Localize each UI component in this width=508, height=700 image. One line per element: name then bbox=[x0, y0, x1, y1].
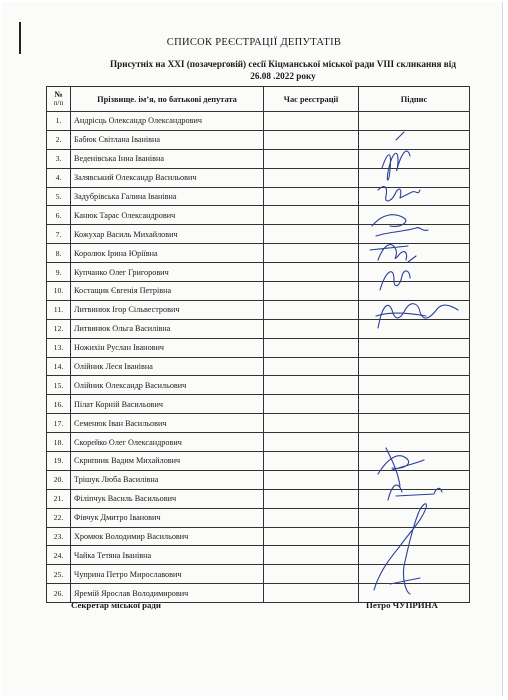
deputy-name: Фівчук Дмитро Іванович bbox=[71, 508, 264, 527]
signature-cell bbox=[359, 168, 470, 187]
row-number: 1. bbox=[47, 112, 71, 131]
row-number: 18. bbox=[47, 433, 71, 452]
signature-cell bbox=[359, 452, 470, 471]
registration-time-cell bbox=[264, 470, 359, 489]
deputy-name: Семенюк Іван Васильович bbox=[71, 414, 264, 433]
row-number: 9. bbox=[47, 263, 71, 282]
row-number: 21. bbox=[47, 489, 71, 508]
table-row bbox=[47, 187, 470, 206]
registration-time-cell bbox=[264, 546, 359, 565]
deputy-name: Костащик Євгенія Петрівна bbox=[71, 282, 264, 301]
table-row bbox=[47, 112, 470, 131]
subtitle-line-1: Присутніх на XXI (позачерговій) сесії Кіцманської міської ради VIII скликання від bbox=[110, 59, 456, 69]
deputy-name: Чайка Тетяна Іванівна bbox=[71, 546, 264, 565]
row-number: 14. bbox=[47, 357, 71, 376]
table-row bbox=[47, 300, 470, 319]
table-row bbox=[47, 489, 470, 508]
deputy-name: Королюк Ірина Юріївна bbox=[71, 244, 264, 263]
registration-time-cell bbox=[264, 112, 359, 131]
deputy-name: Канюк Тарас Олександрович bbox=[71, 206, 264, 225]
deputy-name: Яремій Ярослав Володимирович bbox=[71, 584, 264, 603]
row-number: 7. bbox=[47, 225, 71, 244]
table-row bbox=[47, 263, 470, 282]
table-row bbox=[47, 168, 470, 187]
table-row bbox=[47, 508, 470, 527]
deputy-name: Олійник Леся Іванівна bbox=[71, 357, 264, 376]
column-header-time: Час реєстрації bbox=[264, 87, 359, 112]
registration-time-cell bbox=[264, 263, 359, 282]
deputy-name: Олійник Олександр Васильович bbox=[71, 376, 264, 395]
row-number: 6. bbox=[47, 206, 71, 225]
secretary-name: Петро ЧУПРИНА bbox=[366, 600, 438, 610]
registration-time-cell bbox=[264, 452, 359, 471]
row-number: 16. bbox=[47, 395, 71, 414]
registration-table bbox=[46, 86, 470, 603]
deputy-name: Литвинюк Ольга Василівна bbox=[71, 319, 264, 338]
registration-time-cell bbox=[264, 282, 359, 301]
table-row bbox=[47, 338, 470, 357]
registration-time-cell bbox=[264, 338, 359, 357]
registration-time-cell bbox=[264, 395, 359, 414]
secretary-title: Секретар міської ради bbox=[71, 600, 161, 610]
deputy-name: Андрісць Олександр Олександрович bbox=[71, 112, 264, 131]
signature-cell bbox=[359, 225, 470, 244]
column-header-number-abbr: п/п bbox=[53, 99, 64, 107]
row-number: 25. bbox=[47, 565, 71, 584]
table-row bbox=[47, 376, 470, 395]
signature-cell bbox=[359, 489, 470, 508]
deputy-name: Бабюк Світлана Іванівна bbox=[71, 130, 264, 149]
signature-cell bbox=[359, 433, 470, 452]
signature-cell bbox=[359, 244, 470, 263]
registration-time-cell bbox=[264, 489, 359, 508]
signature-cell bbox=[359, 130, 470, 149]
table-row bbox=[47, 565, 470, 584]
table-row bbox=[47, 470, 470, 489]
registration-time-cell bbox=[264, 319, 359, 338]
row-number: 19. bbox=[47, 452, 71, 471]
signature-cell bbox=[359, 112, 470, 131]
signature-cell bbox=[359, 565, 470, 584]
table-body bbox=[47, 112, 470, 603]
row-number: 3. bbox=[47, 149, 71, 168]
table-row bbox=[47, 452, 470, 471]
signature-cell bbox=[359, 206, 470, 225]
table-row bbox=[47, 546, 470, 565]
registration-time-cell bbox=[264, 225, 359, 244]
registration-time-cell bbox=[264, 168, 359, 187]
row-number: 24. bbox=[47, 546, 71, 565]
column-header-signature: Підпис bbox=[359, 87, 470, 112]
registration-time-cell bbox=[264, 584, 359, 603]
deputy-name: Залявський Олександр Васильович bbox=[71, 168, 264, 187]
column-header-name: Прізвище. ім’я, по батькові депутата bbox=[71, 87, 264, 112]
row-number: 20. bbox=[47, 470, 71, 489]
table-row bbox=[47, 357, 470, 376]
registration-time-cell bbox=[264, 376, 359, 395]
deputy-name: Кожухар Василь Михайлович bbox=[71, 225, 264, 244]
table-row bbox=[47, 244, 470, 263]
deputy-name: Чуприна Петро Мирославович bbox=[71, 565, 264, 584]
row-number: 26. bbox=[47, 584, 71, 603]
signature-cell bbox=[359, 527, 470, 546]
signature-cell bbox=[359, 187, 470, 206]
deputy-name: Веденівська Інна Іванівна bbox=[71, 149, 264, 168]
registration-time-cell bbox=[264, 130, 359, 149]
table-row bbox=[47, 130, 470, 149]
signature-cell bbox=[359, 508, 470, 527]
row-number: 17. bbox=[47, 414, 71, 433]
deputy-name: Трішук Люба Василівна bbox=[71, 470, 264, 489]
table-row bbox=[47, 206, 470, 225]
registration-time-cell bbox=[264, 414, 359, 433]
signature-cell bbox=[359, 470, 470, 489]
row-number: 11. bbox=[47, 300, 71, 319]
row-number: 13. bbox=[47, 338, 71, 357]
signature-cell bbox=[359, 376, 470, 395]
signature-cell bbox=[359, 357, 470, 376]
signature-cell bbox=[359, 414, 470, 433]
deputy-name: Скрипник Вадим Михайлович bbox=[71, 452, 264, 471]
table-header-row bbox=[47, 87, 470, 112]
row-number: 15. bbox=[47, 376, 71, 395]
registration-time-cell bbox=[264, 357, 359, 376]
registration-time-cell bbox=[264, 300, 359, 319]
subtitle-line-2: 26.08 .2022 року bbox=[250, 71, 316, 81]
table-row bbox=[47, 225, 470, 244]
row-number: 22. bbox=[47, 508, 71, 527]
row-number: 23. bbox=[47, 527, 71, 546]
deputy-name: Пілат Корній Васильович bbox=[71, 395, 264, 414]
column-header-number-symbol: № bbox=[54, 90, 63, 99]
registration-time-cell bbox=[264, 508, 359, 527]
document-title: СПИСОК РЕЄСТРАЦІЇ ДЕПУТАТІВ bbox=[166, 37, 342, 48]
column-header-number bbox=[47, 87, 71, 112]
signature-cell bbox=[359, 546, 470, 565]
signature-cell bbox=[359, 395, 470, 414]
signature-cell bbox=[359, 338, 470, 357]
registration-time-cell bbox=[264, 187, 359, 206]
signature-cell bbox=[359, 319, 470, 338]
registration-time-cell bbox=[264, 433, 359, 452]
registration-time-cell bbox=[264, 565, 359, 584]
table-row bbox=[47, 149, 470, 168]
row-number: 10. bbox=[47, 282, 71, 301]
signature-cell bbox=[359, 300, 470, 319]
signature-cell bbox=[359, 282, 470, 301]
deputy-name: Філіпчук Василь Васильович bbox=[71, 489, 264, 508]
signature-cell bbox=[359, 149, 470, 168]
table-row bbox=[47, 433, 470, 452]
registration-time-cell bbox=[264, 206, 359, 225]
deputy-name: Задубрівська Галина Іванівна bbox=[71, 187, 264, 206]
document-subtitle bbox=[88, 58, 478, 82]
table-row bbox=[47, 414, 470, 433]
deputy-name: Ножихін Руслан Іванович bbox=[71, 338, 264, 357]
table-row bbox=[47, 319, 470, 338]
table-row bbox=[47, 527, 470, 546]
row-number: 2. bbox=[47, 130, 71, 149]
deputy-name: Скорейко Олег Олександрович bbox=[71, 433, 264, 452]
row-number: 5. bbox=[47, 187, 71, 206]
deputy-name: Литвинюк Ігор Сільвестрович bbox=[71, 300, 264, 319]
registration-time-cell bbox=[264, 527, 359, 546]
registration-time-cell bbox=[264, 244, 359, 263]
signature-cell bbox=[359, 263, 470, 282]
row-number: 4. bbox=[47, 168, 71, 187]
table-row bbox=[47, 282, 470, 301]
registration-time-cell bbox=[264, 149, 359, 168]
table-row bbox=[47, 395, 470, 414]
row-number: 8. bbox=[47, 244, 71, 263]
row-number: 12. bbox=[47, 319, 71, 338]
deputy-name: Купчанко Олег Григорович bbox=[71, 263, 264, 282]
deputy-name: Хромюк Володимир Васильович bbox=[71, 527, 264, 546]
